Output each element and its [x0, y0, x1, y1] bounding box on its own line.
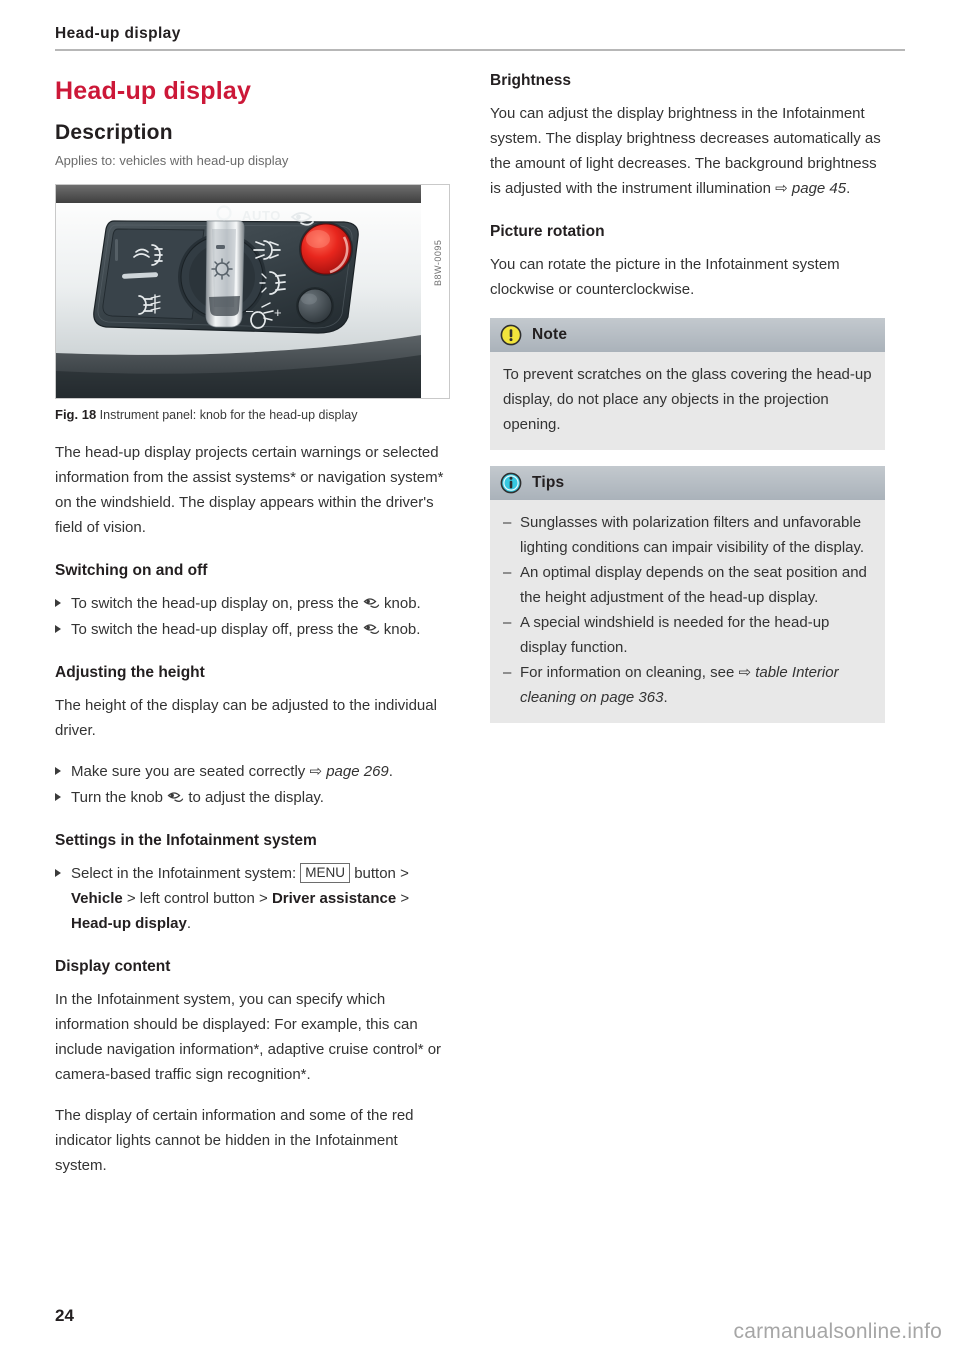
dash-bullet-icon: –	[503, 514, 512, 531]
page-number: 24	[55, 1306, 74, 1325]
tip-text: A special windshield is needed for the head-up display function.	[520, 614, 830, 656]
xref-label: page 269	[326, 763, 389, 780]
figure-caption	[55, 406, 450, 424]
heading-settings-infotainment: Settings in the Infotainment system	[55, 832, 317, 849]
header-divider	[55, 49, 905, 51]
svg-text:+: +	[274, 305, 282, 320]
list-item	[503, 560, 872, 610]
menu-path-vehicle: Vehicle	[71, 890, 123, 907]
info-i-icon	[500, 472, 522, 494]
menu-path-driver-assistance: Driver assistance	[271, 890, 397, 907]
list-item	[55, 759, 450, 784]
page-columns	[55, 70, 905, 1178]
step-text-b: knob.	[379, 621, 421, 638]
picture-rotation-paragraph: You can rotate the picture in the Infotainment system clockwise or counterclockwise.	[490, 256, 840, 298]
warning-exclamation-icon	[500, 324, 522, 346]
display-content-paragraph-1: In the Infotainment system, you can specify which information should be displayed: For example, this can include navigation information*, adaptive cruise control* or camera-based traffic sign recognition*.	[55, 991, 442, 1083]
step-text-b: knob.	[379, 595, 421, 612]
brightness-paragraph	[490, 101, 885, 201]
note-callout-text: To prevent scratches on the glass covering the head-up display, do not place any objects in the projection opening.	[503, 366, 872, 433]
step-text-a: To switch the head-up display on, press the	[71, 595, 363, 612]
cross-reference[interactable]	[309, 763, 388, 780]
triangle-bullet-icon	[55, 793, 61, 801]
list-item	[55, 591, 450, 616]
tips-callout	[490, 466, 885, 723]
step-text-a: Turn the knob	[71, 789, 168, 806]
figure-number: Fig. 18	[55, 407, 97, 422]
settings-text-5: .	[186, 915, 192, 932]
tips-callout-header	[490, 466, 885, 500]
list-item	[503, 610, 872, 660]
hud-knob-icon	[167, 790, 184, 804]
list-item	[503, 660, 872, 710]
chapter-title: Head-up display	[55, 77, 252, 105]
section-title: Description	[55, 121, 173, 144]
figure-caption-text: Instrument panel: knob for the head-up display	[99, 408, 358, 422]
xref-arrow-icon: ⇨	[738, 664, 756, 681]
tip-text-a: For information on cleaning, see	[520, 664, 739, 681]
settings-text-2: button >	[350, 865, 409, 882]
adjusting-steps	[55, 759, 450, 810]
settings-text-4: >	[396, 890, 410, 907]
step-text-a: Make sure you are seated correctly	[71, 763, 310, 780]
tip-text: An optimal display depends on the seat position and the height adjustment of the head-up display.	[520, 564, 867, 606]
intro-paragraph: The head-up display projects certain warnings or selected information from the assist systems* or navigation system* on the windshield. The display appears within the driver's field of vision.	[55, 444, 444, 536]
xref-label: page 45	[791, 180, 847, 197]
right-column	[490, 70, 885, 1178]
hud-knob-icon	[363, 622, 380, 636]
running-header-text: Head-up display	[55, 25, 181, 42]
settings-steps	[55, 861, 450, 936]
xref-label: table Interior cleaning on page 363	[520, 664, 839, 706]
menu-button-key[interactable]: MENU	[300, 863, 350, 883]
xref-arrow-icon: ⇨	[309, 763, 327, 780]
triangle-bullet-icon	[55, 767, 61, 775]
list-item	[503, 510, 872, 560]
heading-adjusting-height: Adjusting the height	[55, 664, 205, 681]
step-text-b: to adjust the display.	[184, 789, 324, 806]
dash-bullet-icon: –	[503, 564, 512, 581]
note-callout-title: Note	[532, 326, 568, 343]
note-callout	[490, 318, 885, 450]
tips-callout-title: Tips	[532, 474, 565, 491]
hud-knob-icon	[363, 596, 380, 610]
site-watermark: carmanualsonline.info	[733, 1320, 942, 1343]
brightness-text-b: .	[846, 180, 851, 197]
tip-text-b: .	[663, 689, 668, 706]
settings-text-3: > left control button >	[122, 890, 272, 907]
tip-text: Sunglasses with polarization filters and unfavorable lighting conditions can impair visibility of the display.	[520, 514, 865, 556]
xref-arrow-icon: ⇨	[775, 180, 792, 197]
brightness-text-a: You can adjust the display brightness in the Infotainment system. The display brightness decreases automatically as the amount of light decreases. The background brightness is adjusted with the instrument illumination	[490, 105, 881, 197]
adjusting-paragraph: The height of the display can be adjusted to the individual driver.	[55, 697, 437, 739]
figure-code: B8W-0095	[433, 239, 443, 286]
note-callout-body	[490, 352, 885, 450]
figure-frame	[55, 184, 450, 399]
left-column	[55, 70, 450, 1178]
heading-brightness: Brightness	[490, 72, 571, 89]
heading-picture-rotation: Picture rotation	[490, 223, 605, 240]
tips-list	[503, 510, 872, 710]
instrument-panel-photo	[56, 185, 421, 398]
triangle-bullet-icon	[55, 625, 61, 633]
svg-text:AUTO: AUTO	[242, 208, 281, 223]
dash-bullet-icon: –	[503, 614, 512, 631]
heading-display-content: Display content	[55, 958, 171, 975]
note-callout-header	[490, 318, 885, 352]
step-text-b: .	[388, 763, 393, 780]
step-text-a: To switch the head-up display off, press the	[71, 621, 363, 638]
display-content-paragraph-2: The display of certain information and some of the red indicator lights cannot be hidden in the Infotainment system.	[55, 1107, 414, 1174]
triangle-bullet-icon	[55, 869, 61, 877]
tips-callout-body	[490, 500, 885, 723]
applies-to-note: Applies to: vehicles with head-up display	[55, 153, 289, 168]
menu-path-head-up-display: Head-up display	[71, 915, 187, 932]
cross-reference[interactable]	[775, 180, 846, 197]
heading-switching-on-off: Switching on and off	[55, 562, 208, 579]
triangle-bullet-icon	[55, 599, 61, 607]
figure-18	[55, 184, 450, 424]
settings-text-1: Select in the Infotainment system:	[71, 865, 301, 882]
running-header	[55, 24, 905, 51]
switching-steps	[55, 591, 450, 642]
dash-bullet-icon: –	[503, 664, 512, 681]
list-item	[55, 861, 450, 936]
svg-text:–: –	[246, 303, 254, 318]
list-item	[55, 785, 450, 810]
list-item	[55, 617, 450, 642]
